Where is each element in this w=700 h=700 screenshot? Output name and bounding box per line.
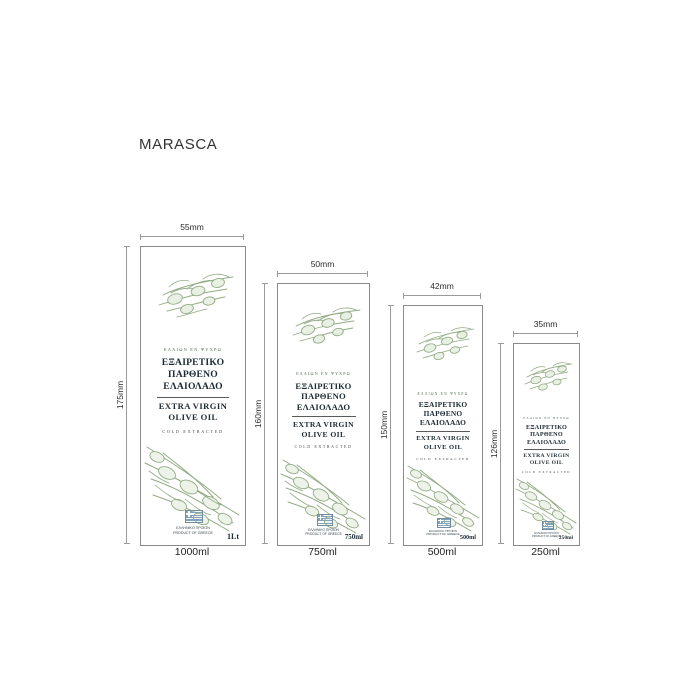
greek-flag-icon xyxy=(437,518,451,529)
origin-line-1: ΕΛΛΗΝΙΚΟ ΠΡΟΪΟΝ xyxy=(428,528,458,533)
height-dimension-label-750ml: 160mm xyxy=(253,399,263,429)
page-title: MARASCA xyxy=(139,136,218,153)
label-text-block-500ml xyxy=(404,392,482,461)
origin-line-2: PRODUCT OF GREECE xyxy=(305,531,342,536)
english-line-1: EXTRA VIRGIN xyxy=(293,420,354,430)
height-dimension-line-1000ml xyxy=(126,246,127,544)
volume-text-1000ml: 1Lt xyxy=(227,532,239,541)
greek-line-2: ΠΑΡΘΕΝΟ xyxy=(530,431,563,439)
height-dimension-line-500ml xyxy=(390,305,391,544)
greek-line-3: ΕΛΑΙΟΛΑΔΟ xyxy=(419,418,467,428)
width-dimension-label-250ml: 35mm xyxy=(533,319,558,329)
caption-500ml: 500ml xyxy=(427,546,457,558)
cold-extracted-text: COLD EXTRACTED xyxy=(294,443,353,449)
label-artwork-1000ml[interactable] xyxy=(140,246,246,546)
greek-flag-icon xyxy=(185,510,203,523)
height-dimension-label-250ml: 126mm xyxy=(489,429,499,459)
origin-line-2: PRODUCT OF GREECE xyxy=(532,534,561,538)
origin-line-1: ΕΛΛΗΝΙΚΟ ΠΡΟΪΟΝ xyxy=(308,527,339,532)
caption-1000ml: 1000ml xyxy=(174,546,210,558)
width-dimension-line-250ml xyxy=(513,333,578,334)
width-dimension-label-1000ml: 55mm xyxy=(180,222,204,232)
english-line-1: EXTRA VIRGIN xyxy=(158,401,228,412)
height-dimension-label-500ml: 150mm xyxy=(379,410,389,440)
label-text-block-1000ml xyxy=(141,347,245,435)
label-artwork-500ml[interactable] xyxy=(403,305,483,546)
label-text-block-750ml xyxy=(278,372,369,450)
origin-line-1: ΕΛΛΗΝΙΚΟ ΠΡΟΪΟΝ xyxy=(534,531,559,535)
width-dimension-label-750ml: 50mm xyxy=(310,259,335,269)
greek-subtitle: ΕΛΑΙΩΝ ΕΝ ΨΥΧΡΩ xyxy=(163,347,223,352)
greek-line-1: ΕΞΑΙΡΕΤΙΚΟ xyxy=(161,357,225,369)
english-line-2: OLIVE OIL xyxy=(529,460,564,467)
width-dimension-line-500ml xyxy=(403,295,481,296)
divider-rule xyxy=(292,416,356,417)
english-line-1: EXTRA VIRGIN xyxy=(523,453,570,460)
english-line-1: EXTRA VIRGIN xyxy=(416,435,470,443)
greek-line-2: ΠΑΡΘΕΝΟ xyxy=(168,369,218,381)
greek-subtitle: ΕΛΑΙΩΝ ΕΝ ΨΥΧΡΩ xyxy=(523,416,570,420)
greek-flag-icon xyxy=(542,521,554,530)
cold-extracted-text: COLD EXTRACTED xyxy=(416,456,470,461)
greek-line-2: ΠΑΡΘΕΝΟ xyxy=(423,409,463,419)
origin-line-2: PRODUCT OF GREECE xyxy=(426,532,460,537)
width-dimension-label-500ml: 42mm xyxy=(430,281,454,291)
divider-rule xyxy=(157,397,229,398)
height-dimension-line-750ml xyxy=(264,283,265,544)
cold-extracted-text: COLD EXTRACTED xyxy=(521,470,572,475)
divider-rule xyxy=(416,431,470,432)
origin-line-1: ΕΛΛΗΝΙΚΟ ΠΡΟΪΟΝ xyxy=(176,526,210,531)
greek-line-2: ΠΑΡΘΕΝΟ xyxy=(301,391,346,402)
greek-line-3: ΕΛΑΙΟΛΑΔΟ xyxy=(526,438,567,446)
greek-subtitle: ΕΛΑΙΩΝ ΕΝ ΨΥΧΡΩ xyxy=(296,371,351,376)
width-dimension-line-1000ml xyxy=(140,236,244,237)
volume-text-500ml: 500ml xyxy=(459,534,476,541)
greek-flag-icon xyxy=(317,514,333,526)
cold-extracted-text: COLD EXTRACTED xyxy=(162,429,224,435)
volume-text-750ml: 750ml xyxy=(344,533,363,541)
label-artwork-750ml[interactable] xyxy=(277,283,370,546)
height-dimension-line-250ml xyxy=(500,343,501,544)
caption-750ml: 750ml xyxy=(308,546,337,558)
greek-line-3: ΕΛΑΙΟΛΑΔΟ xyxy=(163,380,223,392)
height-dimension-label-1000ml: 175mm xyxy=(115,380,125,410)
english-line-2: OLIVE OIL xyxy=(423,443,463,451)
greek-subtitle: ΕΛΑΙΩΝ ΕΝ ΨΥΧΡΩ xyxy=(417,392,469,396)
origin-line-2: PRODUCT OF GREECE xyxy=(173,530,213,535)
greek-line-3: ΕΛΑΙΟΛΑΔΟ xyxy=(296,401,351,412)
greek-line-1: ΕΞΑΙΡΕΤΙΚΟ xyxy=(418,400,468,410)
volume-text-250ml: 250ml xyxy=(558,535,573,541)
caption-250ml: 250ml xyxy=(531,546,560,558)
greek-line-1: ΕΞΑΙΡΕΤΙΚΟ xyxy=(295,380,352,391)
divider-rule xyxy=(524,449,569,450)
english-line-2: OLIVE OIL xyxy=(168,411,218,422)
english-line-2: OLIVE OIL xyxy=(301,429,346,439)
label-text-block-250ml xyxy=(514,417,579,475)
greek-line-1: ΕΞΑΙΡΕΤΙΚΟ xyxy=(526,423,567,431)
label-artwork-250ml[interactable] xyxy=(513,343,580,546)
width-dimension-line-750ml xyxy=(277,273,368,274)
